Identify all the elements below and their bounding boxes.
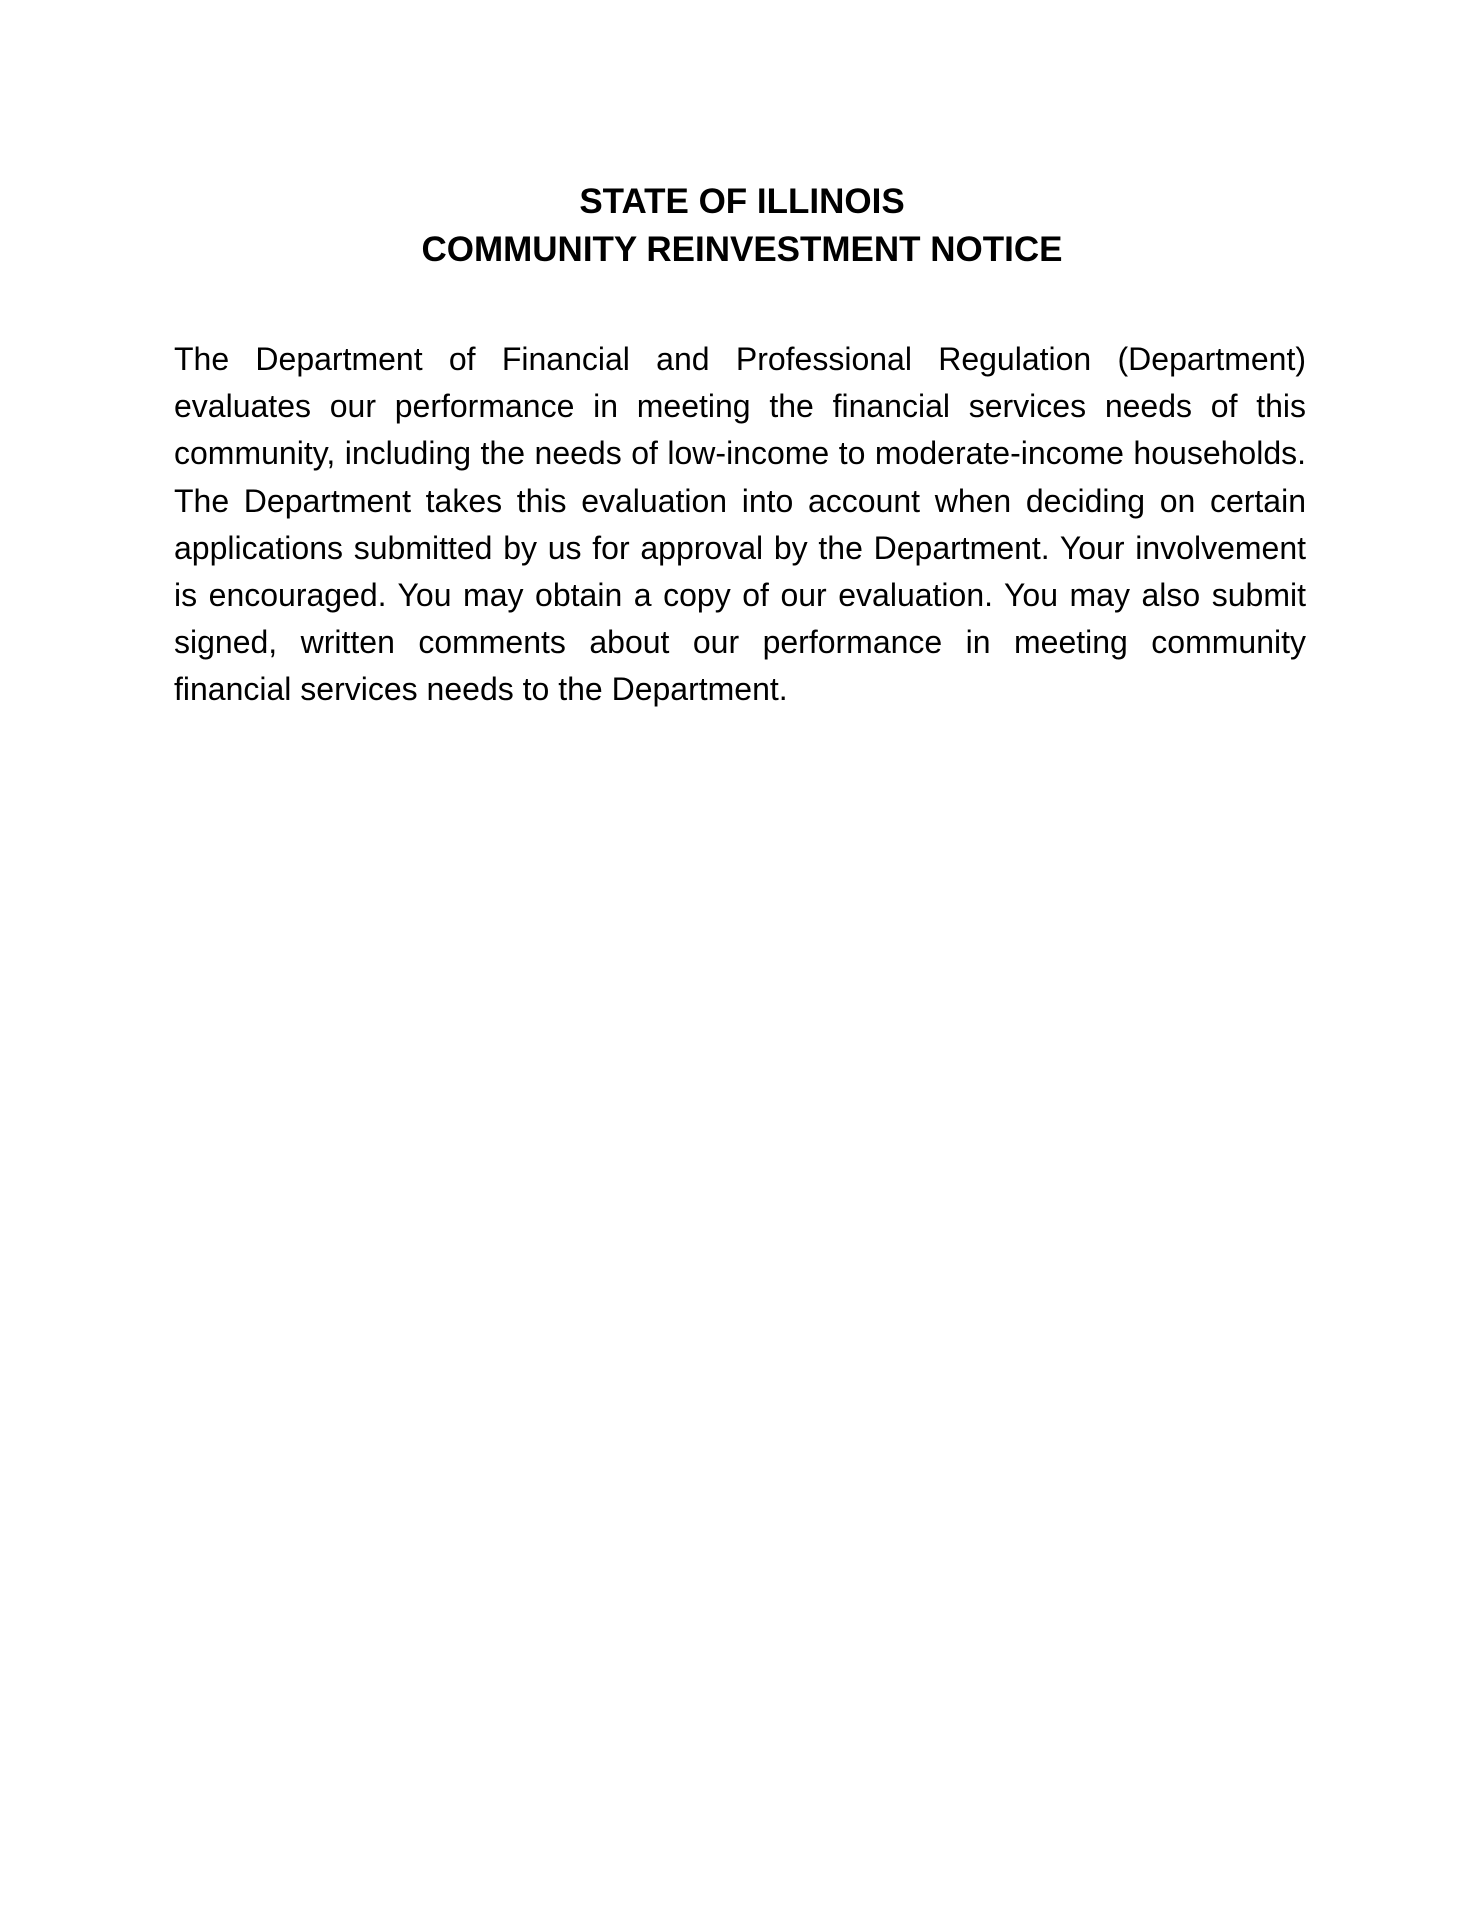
- notice-title: [0, 178, 1484, 274]
- notice-body-paragraph: The Department of Financial and Professional Regulation (Department) evaluates our performance in meeting the financial services needs of this community, including the needs of low-income to moderate-income households. The Department takes this evaluation into account when deciding on certain applications submitted by us for approval by the Department. Your involvement is encouraged. You may obtain a copy of our evaluation. You may also submit signed, written comments about our performance in meeting community financial services needs to the Department.: [174, 341, 1306, 708]
- title-line-notice: COMMUNITY REINVESTMENT NOTICE: [421, 230, 1063, 269]
- title-line-state: STATE OF ILLINOIS: [579, 182, 905, 221]
